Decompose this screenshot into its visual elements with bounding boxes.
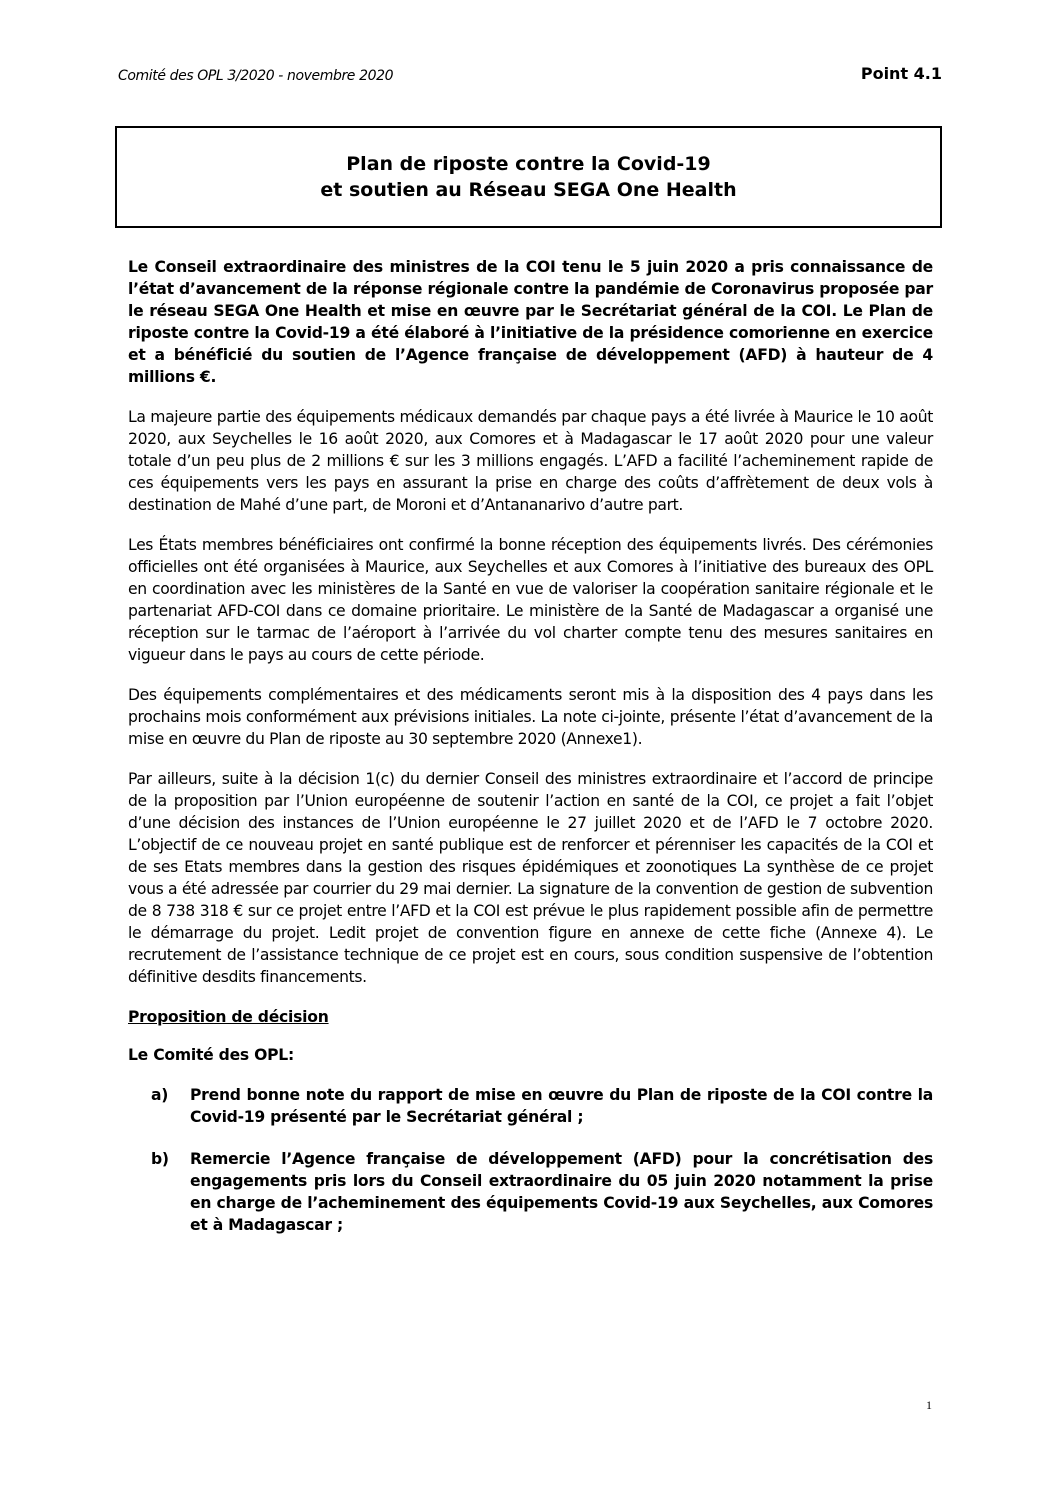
decision-item [128, 1148, 933, 1236]
body-paragraph-complementary: Des équipements complémentaires et des médicaments seront mis à la disposition des 4 pays dans les prochains mois conformément aux prévisions initiales. La note ci-jointe, présente l’état d’avancement de la mise en œuvre du Plan de riposte au 30 septembre 2020 (Annexe1). [128, 686, 933, 748]
title-line-1: Plan de riposte contre la Covid-19 [346, 153, 711, 175]
body-paragraph-eu-project: Par ailleurs, suite à la décision 1(c) du dernier Conseil des ministres extraordinaire et l’accord de principe de la proposition par l’Union européenne de soutenir l’action en santé de la COI, ce projet a fait l’objet d’une décision des instances de l’Union européenne le 27 juillet 2020 et de l’AFD le 7 octobre 2020. L’objectif de ce nouveau projet en santé publique est de renforcer et pérenniser les capacités de la COI et de ses Etats membres dans la gestion des risques épidémiques et zoonotiques La synthèse de ce projet vous a été adressée par courrier du 29 mai dernier. La signature de la convention de gestion de subvention de 8 738 318 € sur ce projet entre l’AFD et la COI est prévue le plus rapidement possible afin de permettre le démarrage du projet. Ledit projet de convention figure en annexe de cette fiche (Annexe 4). Le recrutement de l’assistance technique de ce projet est en cours, sous condition suspensive de l’obtention définitive desdits financements. [128, 770, 933, 986]
title-box [115, 126, 942, 228]
page-number: 1 [926, 1398, 932, 1412]
decision-list [128, 1084, 933, 1236]
summary-paragraph: Le Conseil extraordinaire des ministres de la COI tenu le 5 juin 2020 a pris connaissance de l’état d’avancement de la réponse régionale contre la pandémie de Coronavirus proposée par le réseau SEGA One Health et mise en œuvre par le Secrétariat général de la COI. Le Plan de riposte contre la Covid-19 a été élaboré à l’initiative de la présidence comorienne en exercice et a bénéficié du soutien de l’Agence française de développement (AFD) à hauteur de 4 millions €. [128, 258, 933, 386]
decision-item-text: Prend bonne note du rapport de mise en œuvre du Plan de riposte de la COI contre la Covid-19 présenté par le Secrétariat général ; [190, 1086, 933, 1126]
decision-item-text: Remercie l’Agence française de développement (AFD) pour la concrétisation des engagements pris lors du Conseil extraordinaire du 05 juin 2020 notamment la prise en charge de l’acheminement des équipements Covid-19 aux Seychelles, aux Comores et à Madagascar ; [190, 1150, 933, 1234]
body-paragraph-ceremonies: Les États membres bénéficiaires ont confirmé la bonne réception des équipements livrés. Des cérémonies officielles ont été organisées à Maurice, aux Seychelles et aux Comores à l’initiative des bureaux des OPL en coordination avec les ministères de la Santé en vue de valoriser la coopération sanitaire régionale et le partenariat AFD-COI dans ce domaine prioritaire. Le ministère de la Santé de Madagascar a organisé une réception sur le tarmac de l’aéroport à l’arrivée du vol charter compte tenu des mesures sanitaires en vigueur dans le pays au cours de cette période. [128, 536, 933, 664]
decision-item-marker: b) [151, 1150, 169, 1168]
body-paragraph-deliveries: La majeure partie des équipements médicaux demandés par chaque pays a été livrée à Maurice le 10 août 2020, aux Seychelles le 16 août 2020, aux Comores et à Madagascar le 17 août 2020 pour une valeur totale d’un peu plus de 2 millions € sur les 3 millions engagés. L’AFD a facilité l’acheminement rapide de ces équipements vers les pays en assurant la prise en charge des coûts d’affrètement de deux vols à destination de Mahé d’une part, de Moroni et d’Antananarivo d’autre part. [128, 408, 933, 514]
header-agenda-point: Point 4.1 [860, 64, 942, 83]
decision-heading: Proposition de décision [128, 1008, 329, 1026]
title-line-2: et soutien au Réseau SEGA One Health [320, 179, 737, 201]
committee-label: Le Comité des OPL: [128, 1046, 294, 1064]
decision-item-marker: a) [151, 1086, 169, 1104]
document-body [128, 256, 933, 1256]
header-meeting-reference: Comité des OPL 3/2020 - novembre 2020 [118, 68, 394, 84]
decision-item [128, 1084, 933, 1128]
